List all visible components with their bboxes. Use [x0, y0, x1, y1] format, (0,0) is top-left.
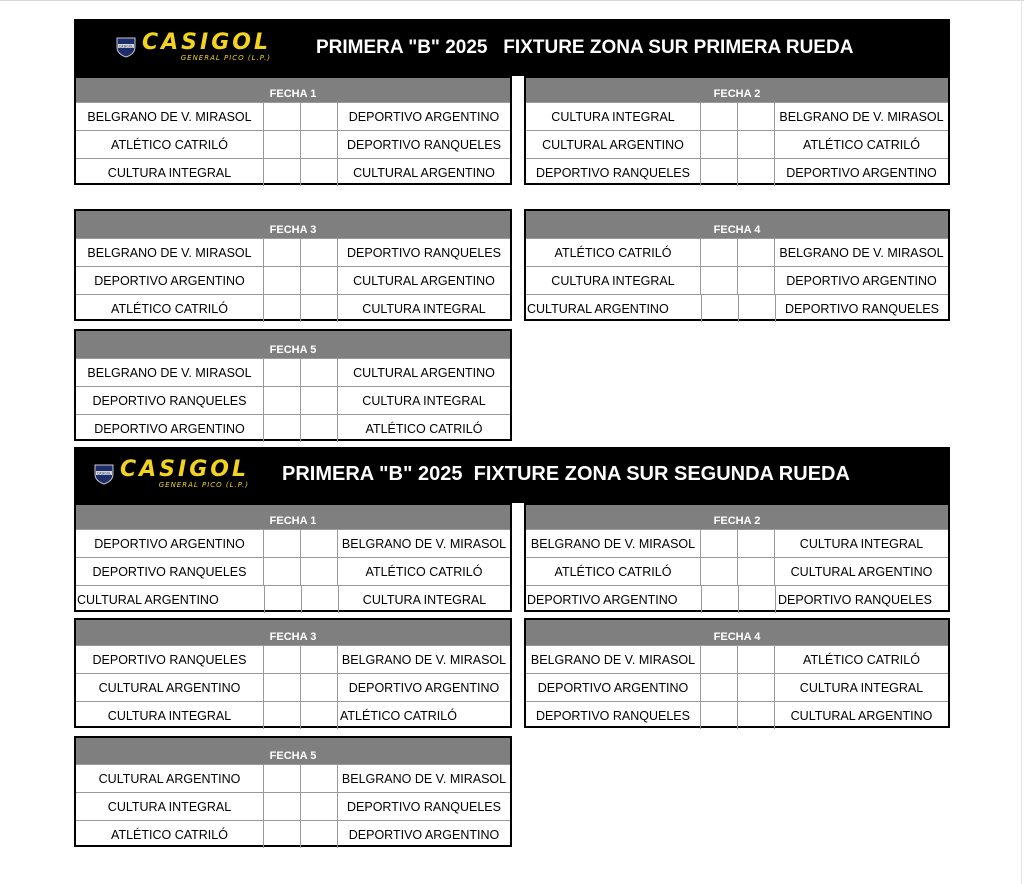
home-score-cell[interactable]	[263, 765, 300, 792]
casigol-logo	[94, 459, 249, 489]
match-row	[76, 764, 510, 792]
away-score-cell[interactable]	[737, 646, 774, 673]
home-team: CULTURA INTEGRAL	[107, 799, 232, 814]
home-score-cell[interactable]	[263, 267, 300, 294]
fecha-header: FECHA 4	[526, 620, 948, 645]
home-team: DEPORTIVO ARGENTINO	[527, 592, 678, 607]
away-score-cell[interactable]	[738, 295, 775, 322]
away-score-cell[interactable]	[301, 586, 338, 613]
fecha-header: FECHA 1	[76, 505, 510, 529]
svg-text:CASIGOL: CASIGOL	[118, 44, 134, 49]
away-team: DEPORTIVO ARGENTINO	[337, 103, 510, 130]
grid-line-top	[0, 0, 1024, 1]
match-row	[76, 585, 510, 613]
away-score-cell[interactable]	[737, 558, 774, 585]
fixture-table-r1-fecha2	[524, 76, 950, 185]
home-score-cell[interactable]	[700, 239, 737, 266]
match-row	[76, 529, 510, 557]
home-team: DEPORTIVO ARGENTINO	[94, 536, 245, 551]
home-team: CULTURAL ARGENTINO	[98, 771, 241, 786]
away-team: DEPORTIVO ARGENTINO	[337, 821, 510, 848]
match-row	[526, 529, 948, 557]
fixture-table-r1-fecha1	[74, 76, 512, 185]
match-row	[76, 792, 510, 820]
fixture-table-r1-fecha5	[74, 329, 512, 441]
home-team: DEPORTIVO RANQUELES	[536, 708, 690, 723]
match-row	[76, 645, 510, 673]
fixture-table-r2-fecha4	[524, 618, 950, 728]
match-row	[76, 294, 510, 322]
match-row	[526, 158, 948, 186]
home-team: ATLÉTICO CATRILÓ	[111, 301, 228, 316]
match-row	[76, 673, 510, 701]
match-row	[76, 130, 510, 158]
round-title: PRIMERA "B" 2025 FIXTURE ZONA SUR PRIMERA RUEDA	[316, 37, 854, 58]
away-team: CULTURA INTEGRAL	[337, 387, 510, 414]
fecha-header: FECHA 5	[76, 331, 510, 358]
away-score-cell[interactable]	[300, 159, 337, 186]
fixture-table-r2-fecha5	[74, 736, 512, 847]
away-team: DEPORTIVO RANQUELES	[337, 131, 510, 158]
away-score-cell[interactable]	[300, 765, 337, 792]
away-score-cell[interactable]	[300, 558, 337, 585]
match-row	[76, 820, 510, 848]
away-team: BELGRANO DE V. MIRASOL	[337, 646, 510, 673]
home-team: CULTURA INTEGRAL	[551, 273, 675, 288]
away-team: CULTURAL ARGENTINO	[337, 267, 510, 294]
away-team: BELGRANO DE V. MIRASOL	[774, 103, 948, 130]
match-row	[526, 673, 948, 701]
away-team: BELGRANO DE V. MIRASOL	[337, 530, 510, 557]
away-team: CULTURAL ARGENTINO	[774, 702, 948, 729]
club-shield-icon	[94, 463, 114, 485]
fecha-header: FECHA 5	[76, 738, 510, 764]
fecha-header: FECHA 1	[76, 78, 510, 102]
home-score-cell[interactable]	[263, 387, 300, 414]
home-team: CULTURA INTEGRAL	[551, 109, 675, 124]
away-team: DEPORTIVO RANQUELES	[775, 295, 948, 322]
match-row	[526, 102, 948, 130]
away-score-cell[interactable]	[737, 239, 774, 266]
home-score-cell[interactable]	[700, 674, 737, 701]
match-row	[76, 238, 510, 266]
banner-primera-rueda	[74, 19, 950, 76]
away-team: CULTURAL ARGENTINO	[337, 359, 510, 386]
fecha-header: FECHA 3	[76, 620, 510, 645]
fecha-header: FECHA 2	[526, 78, 948, 102]
away-score-cell[interactable]	[300, 674, 337, 701]
home-score-cell[interactable]	[263, 821, 300, 848]
home-score-cell[interactable]	[700, 558, 737, 585]
home-team: DEPORTIVO RANQUELES	[92, 564, 247, 579]
home-score-cell[interactable]	[263, 558, 300, 585]
home-team: DEPORTIVO ARGENTINO	[94, 273, 245, 288]
home-team: BELGRANO DE V. MIRASOL	[530, 652, 696, 667]
away-team: DEPORTIVO RANQUELES	[337, 239, 510, 266]
home-score-cell[interactable]	[263, 359, 300, 386]
home-team: CULTURA INTEGRAL	[107, 165, 232, 180]
match-row	[526, 701, 948, 729]
logo-wordmark: CASIGOL	[142, 30, 271, 55]
home-team: DEPORTIVO RANQUELES	[92, 652, 247, 667]
away-score-cell[interactable]	[300, 131, 337, 158]
home-team: ATLÉTICO CATRILÓ	[111, 137, 228, 152]
logo-subtitle: GENERAL PICO (L.P.)	[158, 481, 249, 489]
home-team: BELGRANO DE V. MIRASOL	[87, 245, 252, 260]
home-score-cell[interactable]	[701, 295, 738, 322]
fecha-header: FECHA 4	[526, 211, 948, 238]
home-score-cell[interactable]	[264, 586, 301, 613]
away-team: CULTURA INTEGRAL	[774, 674, 948, 701]
banner-segunda-rueda	[74, 447, 950, 503]
home-score-cell[interactable]	[700, 131, 737, 158]
home-team: BELGRANO DE V. MIRASOL	[87, 109, 252, 124]
svg-text:CASIGOL: CASIGOL	[96, 471, 112, 476]
home-score-cell[interactable]	[263, 295, 300, 322]
home-team: CULTURAL ARGENTINO	[77, 592, 219, 607]
match-row	[526, 557, 948, 585]
away-score-cell[interactable]	[737, 702, 774, 729]
away-score-cell[interactable]	[300, 415, 337, 442]
away-team: DEPORTIVO ARGENTINO	[337, 674, 510, 701]
home-team: ATLÉTICO CATRILÓ	[554, 564, 672, 579]
away-score-cell[interactable]	[737, 159, 774, 186]
logo-wordmark: CASIGOL	[120, 457, 249, 482]
match-row	[526, 645, 948, 673]
home-score-cell[interactable]	[700, 103, 737, 130]
fixture-table-r2-fecha2	[524, 503, 950, 612]
away-team: DEPORTIVO ARGENTINO	[774, 159, 948, 186]
away-score-cell[interactable]	[300, 530, 337, 557]
match-row	[76, 358, 510, 386]
home-score-cell[interactable]	[700, 646, 737, 673]
home-score-cell[interactable]	[263, 159, 300, 186]
away-score-cell[interactable]	[737, 131, 774, 158]
away-score-cell[interactable]	[300, 821, 337, 848]
home-team: CULTURAL ARGENTINO	[527, 301, 669, 316]
home-score-cell[interactable]	[263, 530, 300, 557]
home-team: ATLÉTICO CATRILÓ	[554, 245, 672, 260]
match-row	[526, 585, 948, 613]
home-team: BELGRANO DE V. MIRASOL	[87, 365, 252, 380]
match-row	[526, 130, 948, 158]
home-score-cell[interactable]	[263, 131, 300, 158]
away-team: CULTURAL ARGENTINO	[774, 558, 948, 585]
fixture-table-r2-fecha3	[74, 618, 512, 728]
casigol-logo	[116, 32, 271, 62]
home-score-cell[interactable]	[263, 674, 300, 701]
home-team: CULTURAL ARGENTINO	[98, 680, 241, 695]
home-score-cell[interactable]	[263, 415, 300, 442]
home-team: CULTURA INTEGRAL	[107, 708, 232, 723]
match-row	[76, 701, 510, 729]
home-team: DEPORTIVO RANQUELES	[536, 165, 690, 180]
home-score-cell[interactable]	[263, 646, 300, 673]
fecha-header: FECHA 3	[76, 211, 510, 238]
match-row	[526, 238, 948, 266]
fixture-table-r1-fecha4	[524, 209, 950, 321]
away-team: BELGRANO DE V. MIRASOL	[774, 239, 948, 266]
match-row	[76, 386, 510, 414]
home-score-cell[interactable]	[700, 702, 737, 729]
away-team: DEPORTIVO RANQUELES	[775, 586, 948, 613]
home-team: DEPORTIVO ARGENTINO	[537, 680, 689, 695]
away-team: ATLÉTICO CATRILÓ	[774, 131, 948, 158]
away-score-cell[interactable]	[300, 793, 337, 820]
home-score-cell[interactable]	[700, 267, 737, 294]
home-score-cell[interactable]	[701, 586, 738, 613]
away-score-cell[interactable]	[737, 674, 774, 701]
away-team: CULTURA INTEGRAL	[338, 586, 510, 613]
away-team: BELGRANO DE V. MIRASOL	[337, 765, 510, 792]
match-row	[76, 158, 510, 186]
away-score-cell[interactable]	[300, 702, 337, 729]
match-row	[76, 266, 510, 294]
away-score-cell[interactable]	[300, 646, 337, 673]
fixture-table-r1-fecha3	[74, 209, 512, 321]
match-row	[76, 557, 510, 585]
away-score-cell[interactable]	[300, 387, 337, 414]
away-team: ATLÉTICO CATRILÓ	[337, 702, 510, 729]
home-score-cell[interactable]	[263, 103, 300, 130]
away-score-cell[interactable]	[300, 295, 337, 322]
match-row	[526, 294, 948, 322]
away-score-cell[interactable]	[737, 530, 774, 557]
grid-line-right	[1021, 0, 1022, 884]
home-team: DEPORTIVO RANQUELES	[92, 393, 247, 408]
home-score-cell[interactable]	[700, 159, 737, 186]
fixture-table-r2-fecha1	[74, 503, 512, 612]
home-team: ATLÉTICO CATRILÓ	[111, 827, 228, 842]
home-score-cell[interactable]	[263, 702, 300, 729]
away-score-cell[interactable]	[300, 239, 337, 266]
home-score-cell[interactable]	[263, 793, 300, 820]
home-team: CULTURAL ARGENTINO	[542, 137, 684, 152]
away-score-cell[interactable]	[737, 103, 774, 130]
away-team: ATLÉTICO CATRILÓ	[774, 646, 948, 673]
home-team: DEPORTIVO ARGENTINO	[94, 421, 245, 436]
away-team: CULTURAL ARGENTINO	[337, 159, 510, 186]
logo-subtitle: GENERAL PICO (L.P.)	[180, 54, 271, 62]
away-team: DEPORTIVO ARGENTINO	[774, 267, 948, 294]
away-team: ATLÉTICO CATRILÓ	[337, 558, 510, 585]
home-score-cell[interactable]	[263, 239, 300, 266]
away-team: CULTURA INTEGRAL	[337, 295, 510, 322]
fecha-header: FECHA 2	[526, 505, 948, 529]
away-team: CULTURA INTEGRAL	[774, 530, 948, 557]
club-shield-icon	[116, 36, 136, 58]
home-team: BELGRANO DE V. MIRASOL	[530, 536, 696, 551]
away-score-cell[interactable]	[300, 267, 337, 294]
home-score-cell[interactable]	[700, 530, 737, 557]
round-title: PRIMERA "B" 2025 FIXTURE ZONA SUR SEGUNDA RUEDA	[282, 463, 850, 485]
away-score-cell[interactable]	[300, 103, 337, 130]
away-score-cell[interactable]	[300, 359, 337, 386]
away-team: DEPORTIVO RANQUELES	[337, 793, 510, 820]
match-row	[526, 266, 948, 294]
away-team: ATLÉTICO CATRILÓ	[337, 415, 510, 442]
match-row	[76, 414, 510, 442]
away-score-cell[interactable]	[737, 267, 774, 294]
away-score-cell[interactable]	[738, 586, 775, 613]
match-row	[76, 102, 510, 130]
